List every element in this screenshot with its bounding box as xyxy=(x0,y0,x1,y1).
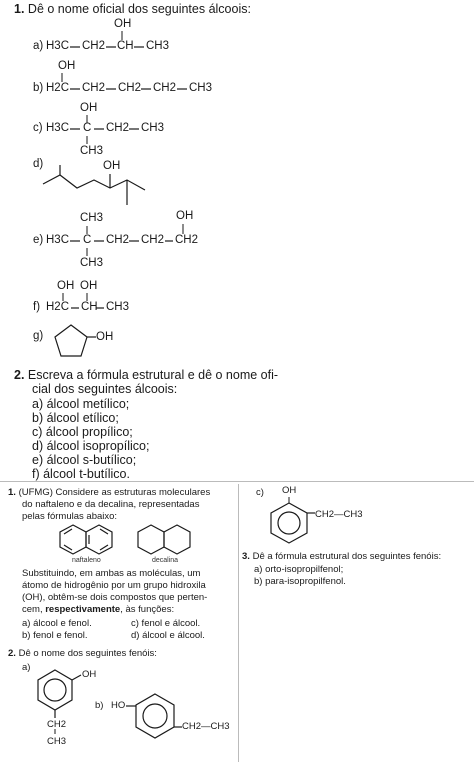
q1b-oh: OH xyxy=(58,60,76,72)
ex2b-label: b) xyxy=(95,700,104,711)
ex2b-sub: CH2—CH3 xyxy=(182,721,230,732)
ex1-text: (OH), obtêm-se dois compostos que perten- xyxy=(22,592,208,603)
q1f-c2: CH xyxy=(81,301,98,313)
ex2b-ho: HO xyxy=(111,700,126,711)
ex1-text: pelas fórmulas abaixo: xyxy=(22,511,118,522)
q1d-oh: OH xyxy=(103,160,121,172)
q1a-ch: CH xyxy=(117,40,134,52)
q2-item: d) álcool isopropílico; xyxy=(32,439,150,453)
q1b-c2: CH2 xyxy=(82,82,106,94)
ex2a-ch3: CH3 xyxy=(47,736,67,747)
q1e-bottom: CH3 xyxy=(80,257,104,269)
q1b-c4: CH2 xyxy=(153,82,177,94)
q1b-c5: CH3 xyxy=(189,82,213,94)
q1e-label: e) xyxy=(33,234,44,246)
q1e-top-ch3: CH3 xyxy=(80,212,104,224)
q2-prompt-line2: cial dos seguintes álcoois: xyxy=(32,382,178,396)
q1f-c3: CH3 xyxy=(106,301,130,313)
q2-item: c) álcool propílico; xyxy=(32,425,133,439)
q1c-center: C xyxy=(83,122,92,134)
q2-prompt-line1: Escreva a fórmula estrutural e dê o nome ofi- xyxy=(27,368,279,382)
q1a-left: H3C xyxy=(46,40,70,52)
q1e-oh: OH xyxy=(176,210,194,222)
ex1-text: , às funções: xyxy=(120,604,175,615)
q1f-oh1: OH xyxy=(57,280,75,292)
ex3-item: b) para-isopropilfenol. xyxy=(254,576,346,587)
ex1-number: 1. xyxy=(8,487,16,498)
q1b-c1: H2C xyxy=(46,82,70,94)
ex3-item: a) orto-isopropilfenol; xyxy=(254,564,344,575)
ex2-number: 2. xyxy=(8,648,16,659)
ex1-option-c: c) fenol e álcool. xyxy=(131,618,201,629)
q1e-end: CH2 xyxy=(175,234,199,246)
q1c-mid: CH2 xyxy=(106,122,130,134)
q1e-m1: CH2 xyxy=(106,234,130,246)
q1e-left: H3C xyxy=(46,234,70,246)
ex1-bold-text: respectivamente xyxy=(45,604,121,615)
q1g-oh: OH xyxy=(96,331,114,343)
ex3-prompt: Dê a fórmula estrutural dos seguintes fenóis: xyxy=(252,551,442,562)
q2-item: b) álcool etílico; xyxy=(32,411,119,425)
q1b-label: b) xyxy=(33,82,44,94)
ex2a-label: a) xyxy=(22,662,31,673)
q1a-label: a) xyxy=(33,40,44,52)
q1e-center: C xyxy=(83,234,92,246)
ex1-text: Substituindo, em ambas as moléculas, um xyxy=(22,568,201,579)
q1c-oh: OH xyxy=(80,102,98,114)
q1f-oh2: OH xyxy=(80,280,98,292)
ex1-option-b: b) fenol e fenol. xyxy=(22,630,88,641)
q1a-right: CH3 xyxy=(146,40,170,52)
q1d-label: d) xyxy=(33,158,44,170)
q1c-right: CH3 xyxy=(141,122,165,134)
q2-item: f) álcool t-butílico. xyxy=(32,467,130,481)
q1c-bottom: CH3 xyxy=(80,145,104,157)
ex2c-oh: OH xyxy=(282,485,297,496)
label-decalina: decalina xyxy=(152,557,179,564)
ex1-text: cem, xyxy=(22,604,46,615)
ex1-text: átomo de hidrogênio por um grupo hidroxila xyxy=(22,580,206,591)
q1-number: 1. xyxy=(14,2,25,16)
q1c-label: c) xyxy=(33,122,43,134)
ex2a-ch2: CH2 xyxy=(47,719,67,730)
q1a-mid: CH2 xyxy=(82,40,106,52)
q2-item: e) álcool s-butílico; xyxy=(32,453,137,467)
ex2-prompt: Dê o nome dos seguintes fenóis: xyxy=(18,648,157,659)
ex1-option-a: a) álcool e fenol. xyxy=(22,618,92,629)
label-naftaleno: naftaleno xyxy=(72,557,101,564)
q1e-m2: CH2 xyxy=(141,234,165,246)
q2-item: a) álcool metílico; xyxy=(32,397,130,411)
q1f-label: f) xyxy=(33,301,41,313)
q1f-c1: H2C xyxy=(46,301,70,313)
ex2c-sub: CH2—CH3 xyxy=(315,509,363,520)
q1b-c3: CH2 xyxy=(118,82,142,94)
ex1-option-d: d) álcool e álcool. xyxy=(131,630,205,641)
ex2c-label: c) xyxy=(256,487,264,498)
q1a-oh: OH xyxy=(114,18,132,30)
ex2a-oh: OH xyxy=(82,669,97,680)
q1g-label: g) xyxy=(33,330,44,342)
ex1-text: (UFMG) Considere as estruturas moleculares xyxy=(18,487,211,498)
q1-prompt: Dê o nome oficial dos seguintes álcoois: xyxy=(27,2,251,16)
ex3-number: 3. xyxy=(242,551,250,562)
q1c-left: H3C xyxy=(46,122,70,134)
ex1-text: do naftaleno e da decalina, representadas xyxy=(22,499,200,510)
q2-number: 2. xyxy=(14,368,25,382)
ex3-heading xyxy=(242,551,441,562)
